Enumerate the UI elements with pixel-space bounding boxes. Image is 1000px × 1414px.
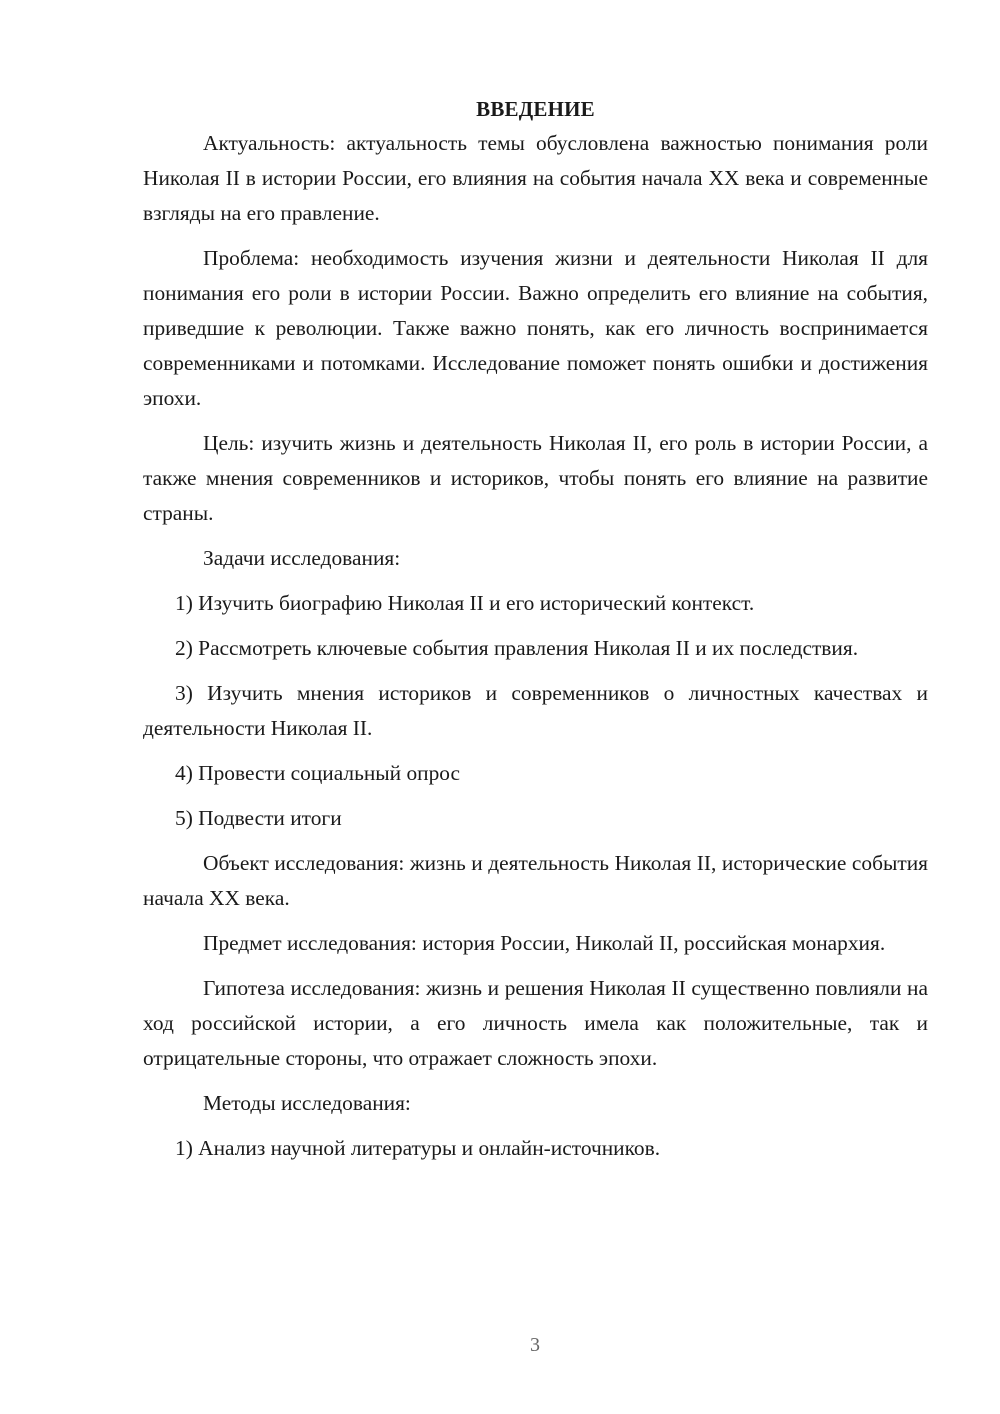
paragraph-relevance: Актуальность: актуальность темы обусловлена важностью понимания роли Николая II в истории России, его влияния на события начала XX века и современные взгляды на его правление.: [143, 131, 928, 225]
list-item-method-1: 1) Анализ научной литературы и онлайн-источников.: [175, 1136, 661, 1160]
list-item-task-5: 5) Подвести итоги: [175, 806, 342, 830]
list-item-task-2: 2) Рассмотреть ключевые события правления Николая II и их последствия.: [175, 636, 859, 660]
paragraph-goal: Цель: изучить жизнь и деятельность Николая II, его роль в истории России, а также мнения современников и историков, чтобы понять его влияние на развитие страны.: [143, 431, 928, 525]
page-number: 3: [530, 1334, 540, 1356]
list-item-task-4: 4) Провести социальный опрос: [175, 761, 461, 785]
paragraph-hypothesis: Гипотеза исследования: жизнь и решения Николая II существенно повлияли на ход российской истории, а его личность имела как положительные, так и отрицательные стороны, что отражает сложность эпохи.: [143, 976, 928, 1070]
list-item-task-3: 3) Изучить мнения историков и современников о личностных качествах и деятельности Николая II.: [143, 681, 928, 740]
paragraph-tasks-heading: Задачи исследования:: [203, 546, 401, 570]
paragraph-subject: Предмет исследования: история России, Николай II, российская монархия.: [203, 931, 886, 955]
paragraph-methods-heading: Методы исследования:: [203, 1091, 411, 1115]
document-page: [143, 92, 928, 1176]
paragraph-problem: Проблема: необходимость изучения жизни и деятельности Николая II для понимания его роли в истории России. Важно определить его влияние на события, приведшие к революции. Также важно понять, как его личность воспринимается современниками и потомками. Исследование поможет понять ошибки и достижения эпохи.: [143, 246, 928, 410]
list-item-task-1: 1) Изучить биографию Николая II и его исторический контекст.: [175, 591, 755, 615]
paragraph-object: Объект исследования: жизнь и деятельность Николая II, исторические события начала XX века.: [143, 851, 928, 910]
section-heading: ВВЕДЕНИЕ: [476, 97, 595, 121]
